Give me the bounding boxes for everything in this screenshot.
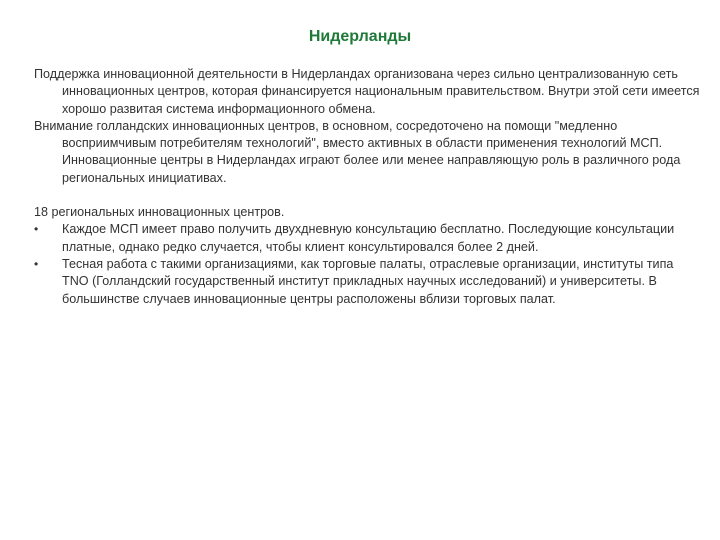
slide-content [34, 66, 702, 308]
centers-count-line: 18 региональных инновационных центров. [34, 205, 285, 220]
bullet-icon: • [34, 256, 39, 271]
slide-title: Нидерланды [308, 28, 412, 45]
paragraph-focus: Внимание голландских инновационных центров, в основном, сосредоточено на помощи "медленно восприимчивым потребителям технологий", вместо активных в области применения технологий МСП. Инновационные центры в Нидерландах играют более или менее направляющую роль в различного рода региональных инициативах. [34, 118, 681, 185]
bullet-text: Тесная работа с такими организациями, как торговые палаты, отраслевые организации, институты типа TNO (Голландский государственный институт прикладных научных исследований) и университеты. В большинстве случаев инновационные центры расположены вблизи торговых палат. [62, 256, 674, 306]
bullet-text: Каждое МСП имеет право получить двухдневную консультацию бесплатно. Последующие консультации платные, однако редко случается, чтобы клиент консультировался более 2 дней. [62, 222, 675, 254]
bullet-list [34, 221, 702, 307]
bullet-icon: • [34, 222, 39, 237]
bullet-item-consultation [34, 221, 702, 256]
bullet-item-cooperation [34, 256, 702, 308]
paragraph-network: Поддержка инновационной деятельности в Нидерландах организована через сильно централизованную сеть инновационных центров, которая финансируется национальным правительством. Внутри этой сети имеется хорошо развитая система информационного обмена. [34, 67, 700, 116]
spacer [34, 187, 702, 204]
